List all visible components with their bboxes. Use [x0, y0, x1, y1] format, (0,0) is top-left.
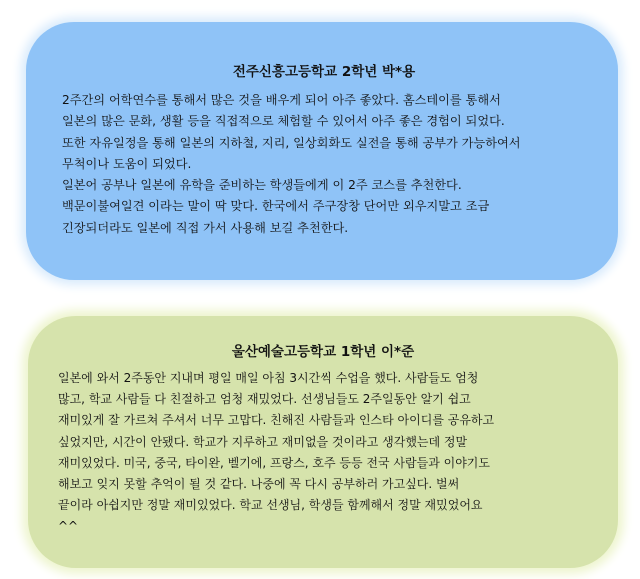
testimonial-line: 백문이불여일견 이라는 말이 딱 맞다. 한국에서 주구장창 단어만 외우지말고 조금 — [62, 199, 490, 214]
testimonial-title: 전주신흥고등학교 2학년 박*용 — [232, 64, 416, 80]
testimonial-line: 긴장되더라도 일본에 직접 가서 사용해 보길 추천한다. — [62, 220, 349, 235]
testimonial-line: 해보고 잊지 못할 추억이 될 것 같다. 나중에 꼭 다시 공부하러 가고싶다. 벌써 — [58, 477, 460, 492]
testimonial-body — [58, 368, 588, 538]
testimonial-line: 일본어 공부나 일본에 유학을 준비하는 학생들에게 이 2주 코스를 추천한다. — [62, 178, 462, 193]
testimonial-line: 재미있게 잘 가르쳐 주셔서 너무 고맙다. 친해진 사람들과 인스타 아이디를 공유하고 — [58, 413, 495, 428]
testimonial-line: 2주간의 어학연수를 통해서 많은 것을 배우게 되어 아주 좋았다. 홈스테이를 통해서 — [62, 93, 501, 107]
testimonial-title: 울산예술고등학교 1학년 이*준 — [231, 344, 415, 360]
testimonial-line: 싶었지만, 시간이 안됐다. 학교가 지루하고 재미없을 것이라고 생각했는데 정말 — [58, 434, 468, 449]
testimonial-body — [62, 90, 586, 239]
testimonial-line: 또한 자유일정을 통해 일본의 지하철, 지리, 일상회화도 실전을 통해 공부가 가능하여서 — [62, 135, 521, 150]
testimonial-line: 일본의 많은 문화, 생활 등을 직접적으로 체험할 수 있어서 아주 좋은 경험이 되었다. — [62, 114, 505, 129]
testimonial-line: 많고, 학교 사람들 다 친절하고 엄청 재밌었다. 선생님들도 2주일동안 알기 쉽고 — [58, 392, 471, 407]
testimonial-line: ^^ — [58, 519, 79, 534]
testimonial-card-1 — [26, 22, 618, 280]
testimonial-line: 재미있었다. 미국, 중국, 타이완, 벨기에, 프랑스, 호주 등등 전국 사람들과 이야기도 — [58, 455, 490, 470]
testimonial-line: 무척이나 도움이 되었다. — [62, 156, 192, 171]
testimonial-line: 일본에 와서 2주동안 지내며 평일 매일 아침 3시간씩 수업을 했다. 사람들도 엄청 — [58, 371, 479, 385]
testimonial-line: 끝이라 아쉽지만 정말 재미있었다. 학교 선생님, 학생들 함께해서 정말 재밌었어요 — [58, 498, 483, 513]
testimonial-card-2 — [28, 316, 618, 568]
